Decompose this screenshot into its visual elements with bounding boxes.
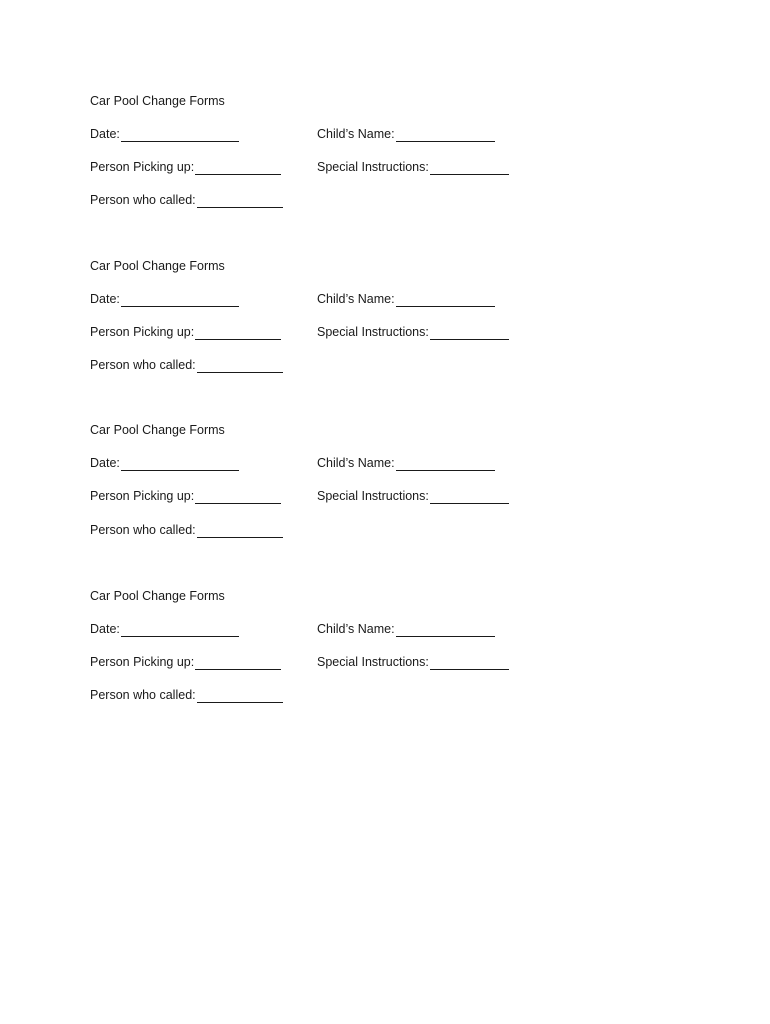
person-picking-up-label: Person Picking up: <box>90 655 195 669</box>
person-picking-up-field[interactable] <box>90 654 281 670</box>
date-blank-line[interactable] <box>121 624 239 637</box>
person-picking-up-label: Person Picking up: <box>90 489 195 503</box>
child-name-blank-line[interactable] <box>396 624 495 637</box>
person-who-called-field[interactable] <box>90 192 283 208</box>
form-title: Car Pool Change Forms <box>90 94 225 108</box>
special-instructions-blank-line[interactable] <box>430 491 509 504</box>
date-blank-line[interactable] <box>121 294 239 307</box>
child-name-label: Child’s Name: <box>317 622 395 636</box>
person-picking-up-label: Person Picking up: <box>90 325 195 339</box>
person-picking-up-blank-line[interactable] <box>195 327 281 340</box>
special-instructions-label: Special Instructions: <box>317 160 429 174</box>
special-instructions-label: Special Instructions: <box>317 489 429 503</box>
date-label: Date: <box>90 456 120 470</box>
special-instructions-field[interactable] <box>317 324 509 340</box>
date-label: Date: <box>90 292 120 306</box>
special-instructions-blank-line[interactable] <box>430 162 509 175</box>
person-who-called-label: Person who called: <box>90 523 196 537</box>
special-instructions-field[interactable] <box>317 488 509 504</box>
person-picking-up-blank-line[interactable] <box>195 491 281 504</box>
date-field[interactable] <box>90 455 239 471</box>
person-picking-up-field[interactable] <box>90 159 281 175</box>
date-label: Date: <box>90 127 120 141</box>
person-picking-up-blank-line[interactable] <box>195 162 281 175</box>
date-field[interactable] <box>90 291 239 307</box>
person-who-called-label: Person who called: <box>90 358 196 372</box>
child-name-blank-line[interactable] <box>396 294 495 307</box>
person-picking-up-blank-line[interactable] <box>195 657 281 670</box>
child-name-field[interactable] <box>317 291 495 307</box>
child-name-label: Child’s Name: <box>317 127 395 141</box>
special-instructions-field[interactable] <box>317 654 509 670</box>
special-instructions-label: Special Instructions: <box>317 655 429 669</box>
person-who-called-field[interactable] <box>90 687 283 703</box>
special-instructions-label: Special Instructions: <box>317 325 429 339</box>
special-instructions-blank-line[interactable] <box>430 327 509 340</box>
special-instructions-field[interactable] <box>317 159 509 175</box>
person-who-called-blank-line[interactable] <box>197 690 283 703</box>
person-who-called-label: Person who called: <box>90 193 196 207</box>
form-title: Car Pool Change Forms <box>90 259 225 273</box>
date-field[interactable] <box>90 621 239 637</box>
date-blank-line[interactable] <box>121 458 239 471</box>
child-name-field[interactable] <box>317 126 495 142</box>
person-picking-up-field[interactable] <box>90 488 281 504</box>
person-who-called-label: Person who called: <box>90 688 196 702</box>
date-field[interactable] <box>90 126 239 142</box>
child-name-label: Child’s Name: <box>317 292 395 306</box>
person-who-called-blank-line[interactable] <box>197 360 283 373</box>
child-name-blank-line[interactable] <box>396 129 495 142</box>
form-title: Car Pool Change Forms <box>90 589 225 603</box>
person-who-called-blank-line[interactable] <box>197 195 283 208</box>
child-name-blank-line[interactable] <box>396 458 495 471</box>
child-name-field[interactable] <box>317 621 495 637</box>
child-name-field[interactable] <box>317 455 495 471</box>
date-label: Date: <box>90 622 120 636</box>
date-blank-line[interactable] <box>121 129 239 142</box>
form-title: Car Pool Change Forms <box>90 423 225 437</box>
child-name-label: Child’s Name: <box>317 456 395 470</box>
special-instructions-blank-line[interactable] <box>430 657 509 670</box>
person-picking-up-field[interactable] <box>90 324 281 340</box>
person-picking-up-label: Person Picking up: <box>90 160 195 174</box>
person-who-called-blank-line[interactable] <box>197 525 283 538</box>
person-who-called-field[interactable] <box>90 522 283 538</box>
person-who-called-field[interactable] <box>90 357 283 373</box>
